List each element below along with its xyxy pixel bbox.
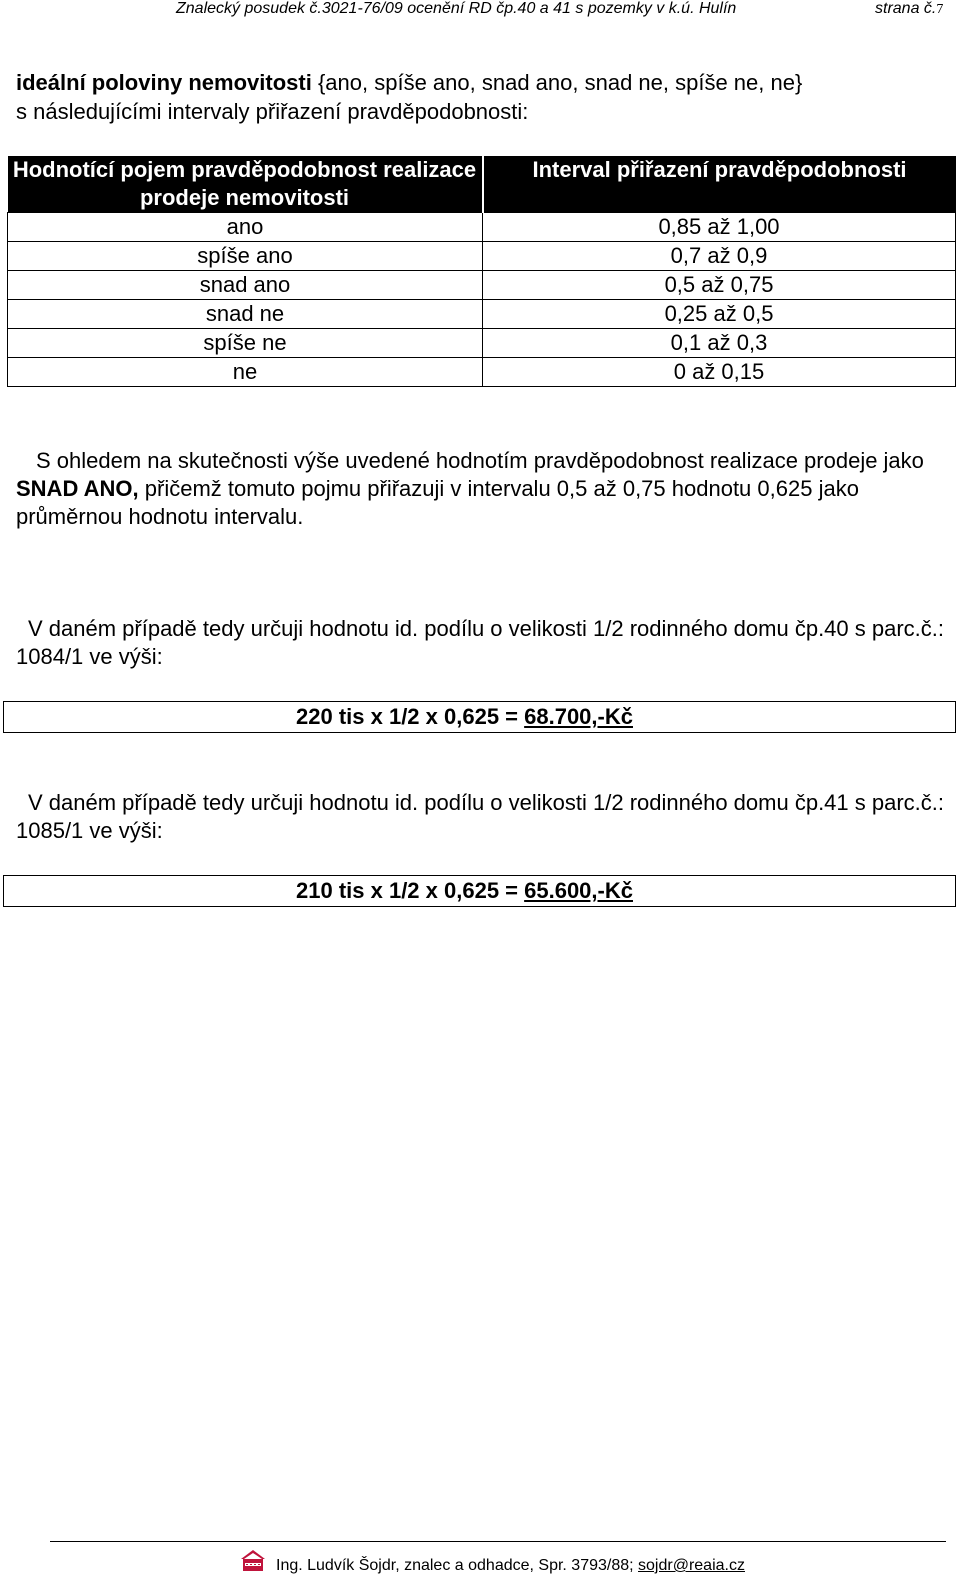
table-row <box>8 329 956 358</box>
case1-calculation-box <box>3 701 956 733</box>
table-cell-interval: 0,1 až 0,3 <box>483 329 956 358</box>
header-page-label: strana č. <box>875 0 937 17</box>
intro-line2: s následujícími intervaly přiřazení pravděpodobnosti: <box>16 99 529 124</box>
case1-result: 68.700,-Kč <box>524 704 633 729</box>
case2-result: 65.600,-Kč <box>524 878 633 903</box>
case2-formula: 210 tis x 1/2 x 0,625 = <box>296 878 525 903</box>
intro-bold: ideální poloviny nemovitosti <box>16 70 312 95</box>
footer-text <box>276 1557 745 1575</box>
table-cell-interval: 0,5 až 0,75 <box>483 271 956 300</box>
table-cell-term: ano <box>8 213 483 242</box>
table-cell-interval: 0,7 až 0,9 <box>483 242 956 271</box>
table-row <box>8 300 956 329</box>
conclusion-part2: přičemž tomuto pojmu přiřazuji v intervalu 0,5 až 0,75 hodnotu 0,625 jako průměrnou hodnotu intervalu. <box>16 476 859 529</box>
case1-calculation <box>296 702 633 732</box>
intro-text <box>16 68 956 126</box>
footer-author: Ing. Ludvík Šojdr, znalec a odhadce, Spr. 3793/88; <box>276 1557 639 1574</box>
case2-paragraph: V daném případě tedy určuji hodnotu id. podílu o velikosti 1/2 rodinného domu čp.41 s parc.č.: 1085/1 ve výši: <box>16 790 945 843</box>
case2-calculation <box>296 876 633 906</box>
page-footer <box>0 1545 960 1579</box>
table-row <box>8 213 956 242</box>
header-title: Znalecký posudek č.3021-76/09 ocenění RD čp.40 a 41 s pozemky v k.ú. Hulín <box>176 0 737 17</box>
table-cell-term: ne <box>8 358 483 387</box>
table-cell-term: spíše ne <box>8 329 483 358</box>
conclusion-bold: SNAD ANO, <box>16 476 139 501</box>
probability-table <box>7 156 956 387</box>
table-header-term: Hodnotící pojem pravděpodobnost realizace prodeje nemovitosti <box>8 156 483 213</box>
footer-email-link[interactable]: sojdr@reaia.cz <box>638 1557 745 1574</box>
case1-paragraph: V daném případě tedy určuji hodnotu id. podílu o velikosti 1/2 rodinného domu čp.40 s parc.č.: 1084/1 ve výši: <box>16 616 945 669</box>
table-cell-term: snad ano <box>8 271 483 300</box>
conclusion-paragraph <box>16 447 951 531</box>
case2-calculation-box <box>3 875 956 907</box>
table-cell-interval: 0 až 0,15 <box>483 358 956 387</box>
header-page <box>875 0 943 18</box>
table-row <box>8 358 956 387</box>
table-header-interval: Interval přiřazení pravděpodobnosti <box>483 156 956 213</box>
table-cell-term: snad ne <box>8 300 483 329</box>
table-row <box>8 242 956 271</box>
house-logo-icon <box>240 1548 266 1572</box>
conclusion-part1: S ohledem na skutečnosti výše uvedené hodnotím pravděpodobnost realizace prodeje jako <box>36 448 924 473</box>
table-cell-interval: 0,85 až 1,00 <box>483 213 956 242</box>
table-cell-term: spíše ano <box>8 242 483 271</box>
table-row <box>8 271 956 300</box>
table-cell-interval: 0,25 až 0,5 <box>483 300 956 329</box>
case1-formula: 220 tis x 1/2 x 0,625 = <box>296 704 525 729</box>
footer-divider <box>50 1541 946 1542</box>
header-page-number: 7 <box>936 2 944 17</box>
intro-rest: {ano, spíše ano, snad ano, snad ne, spíše ne, ne} <box>311 70 803 95</box>
table-header-row <box>8 156 956 213</box>
page-header <box>0 0 960 22</box>
